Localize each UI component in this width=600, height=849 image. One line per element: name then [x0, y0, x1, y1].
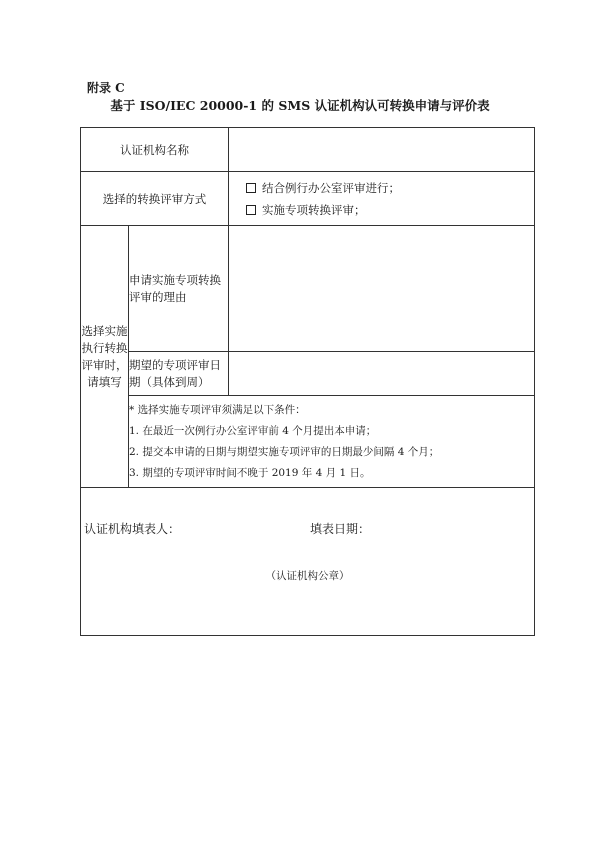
condition-item: 2. 提交本申请的日期与期望实施专项评审的日期最少间隔 4 个月； [129, 445, 440, 458]
checkbox-icon[interactable] [246, 205, 256, 215]
condition-item: 3. 期望的专项评审时间不晚于 2019 年 4 月 1 日。 [129, 466, 371, 479]
method-option-routine-label: 结合例行办公室评审进行； [262, 180, 400, 195]
method-option-special[interactable] [229, 199, 534, 221]
condition-item: 1. 在最近一次例行办公室评审前 4 个月提出本申请； [129, 424, 377, 437]
fill-date-label: 填表日期： [310, 522, 371, 536]
method-option-routine[interactable] [229, 177, 534, 199]
document-title: 基于 ISO/IEC 20000-1 的 SMS 认证机构认可转换申请与评价表 [110, 98, 490, 113]
special-section-label-text: 选择实施执行转换评审时，请填写 [81, 323, 128, 389]
org-name-row [81, 128, 535, 172]
expected-date-field[interactable] [229, 352, 535, 396]
conditions-title: * 选择实施专项评审须满足以下条件： [129, 403, 306, 416]
review-method-label: 选择的转换评审方式 [81, 172, 229, 226]
filler-label: 认证机构填表人： [84, 522, 181, 536]
reason-label: 申请实施专项转换评审的理由 [129, 226, 229, 352]
signature-row [81, 488, 535, 636]
application-form-table [80, 127, 535, 636]
special-section-label [81, 226, 129, 488]
expected-date-label: 期望的专项评审日期（具体到周） [129, 352, 229, 396]
review-method-options [229, 172, 535, 226]
org-name-label: 认证机构名称 [81, 128, 229, 172]
appendix-label: 附录 C [87, 81, 125, 95]
conditions-notes [129, 396, 535, 488]
signature-area [81, 488, 535, 636]
org-name-field[interactable] [229, 128, 535, 172]
expected-date-row [81, 352, 535, 396]
reason-row [81, 226, 535, 352]
seal-label: （认证机构公章） [265, 570, 350, 582]
method-option-special-label: 实施专项转换评审； [262, 202, 366, 217]
review-method-row [81, 172, 535, 226]
checkbox-icon[interactable] [246, 183, 256, 193]
conditions-row [81, 396, 535, 488]
reason-field[interactable] [229, 226, 535, 352]
